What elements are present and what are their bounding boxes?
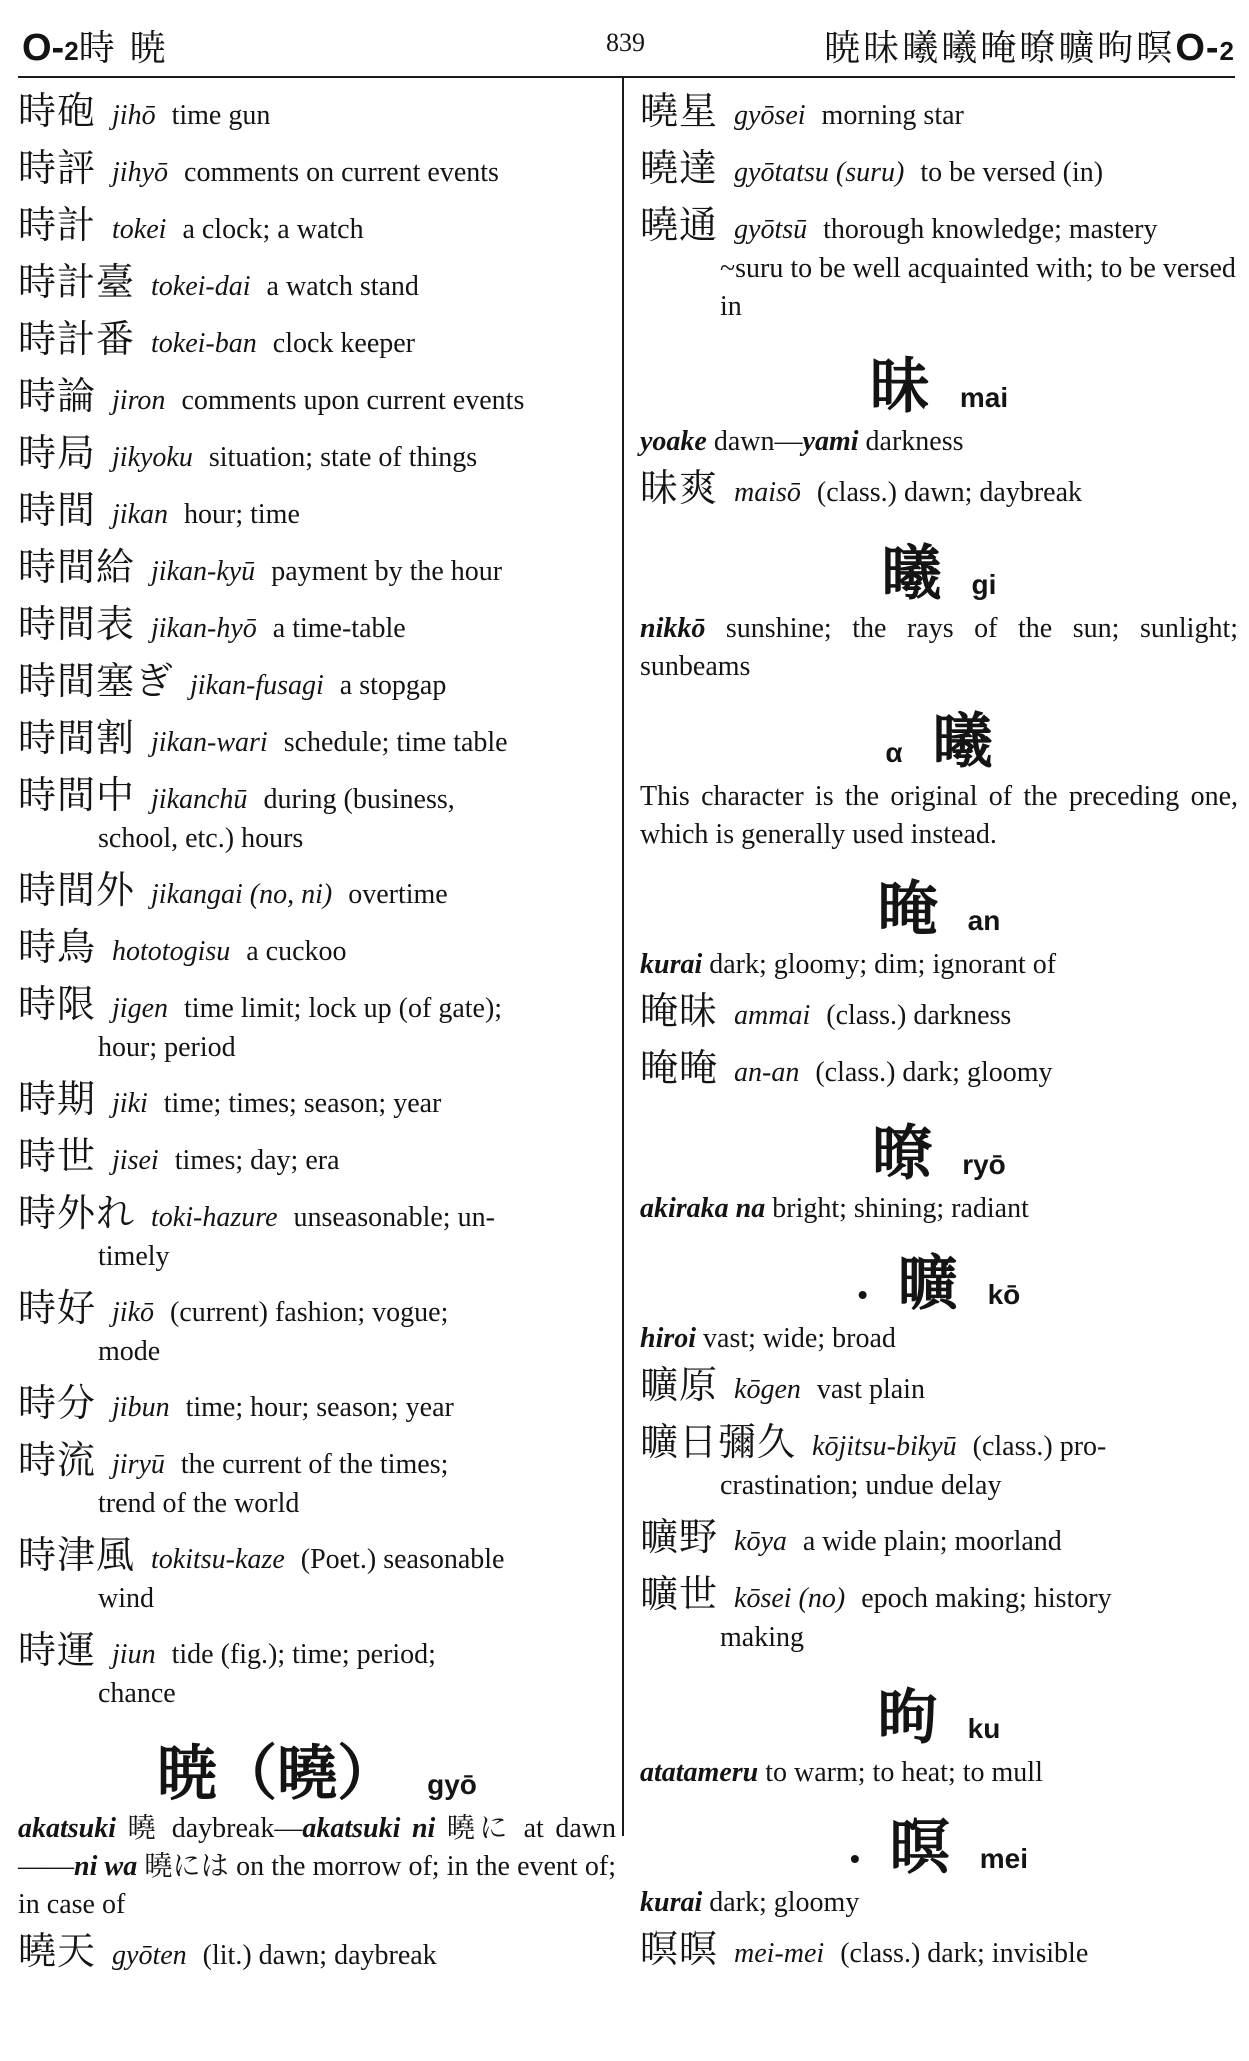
dictionary-entry <box>640 149 1238 193</box>
entry-reading: kōjitsu-bikyū <box>812 1431 957 1462</box>
entry-kanji: 時局 <box>18 433 97 475</box>
entry-kanji: 時間給 <box>18 547 136 589</box>
entry-definition: time; hour; season; year <box>185 1392 454 1423</box>
entry-reading: maisō <box>734 477 801 508</box>
dictionary-entry <box>18 206 616 250</box>
entry-kanji: 曉天 <box>18 1931 97 1973</box>
dictionary-entry <box>640 992 1238 1036</box>
entry-reading: jikō <box>112 1297 155 1328</box>
entry-reading: tokei-ban <box>151 328 257 359</box>
entry-kanji: 時砲 <box>18 91 97 133</box>
entry-reading: jigen <box>112 993 169 1024</box>
headword-definition: atatameru to warm; to heat; to mull <box>640 1757 1043 1788</box>
entry-definition: tide (fig.); time; period; <box>171 1639 436 1670</box>
entry-definition: a time-table <box>272 613 406 644</box>
headword-definition: yoake dawn—yami darkness <box>640 426 964 457</box>
entry-reading: jikyoku <box>112 442 193 473</box>
entry-definition: during (business, <box>263 784 455 815</box>
dictionary-entry <box>18 434 616 478</box>
entry-definition: to be versed (in) <box>920 157 1104 188</box>
entry-definition: (class.) dawn; daybreak <box>816 477 1083 508</box>
entry-kanji: 時論 <box>18 376 97 418</box>
entry-continuation: wind <box>98 1583 154 1614</box>
headword-reading: gyō <box>427 1769 477 1800</box>
entry-definition: schedule; time table <box>283 727 508 758</box>
entry-kanji: 曉達 <box>640 148 719 190</box>
dictionary-entry <box>640 1518 1238 1562</box>
dictionary-entry <box>640 1049 1238 1093</box>
headword-mark: • <box>849 1843 860 1874</box>
dictionary-entry <box>18 1289 616 1371</box>
entry-kanji: 時外れ <box>18 1193 136 1235</box>
dictionary-entry <box>18 1441 616 1523</box>
entry-kanji: 曠原 <box>640 1365 719 1407</box>
dictionary-entry <box>640 206 1238 326</box>
entry-kanji: 暝暝 <box>640 1929 719 1971</box>
headword-reading: mei <box>979 1843 1029 1874</box>
headword-reading: gi <box>971 569 997 600</box>
headword-kanji: 暝 <box>889 1815 950 1881</box>
dictionary-entry <box>18 871 616 915</box>
headword-ryo <box>640 1106 1238 1187</box>
dictionary-entry <box>18 491 616 535</box>
dictionary-entry <box>18 1080 616 1124</box>
dictionary-entry <box>18 377 616 421</box>
header-left-kanji: 時 暁 <box>78 28 169 68</box>
dictionary-entry <box>18 985 616 1067</box>
headword-kanji: 昫 <box>877 1685 938 1751</box>
dictionary-entry <box>640 1930 1238 1974</box>
headword-gi-original <box>640 694 1238 775</box>
entry-definition: payment by the hour <box>271 556 503 587</box>
entry-kanji: 時世 <box>18 1136 97 1178</box>
entry-reading: jikangai (no, ni) <box>151 879 333 910</box>
entry-continuation: mode <box>98 1336 161 1367</box>
dictionary-entry <box>18 662 616 706</box>
entry-kanji: 時計 <box>18 205 97 247</box>
entry-reading: jiki <box>112 1088 148 1119</box>
entry-kanji: 時間 <box>18 490 97 532</box>
dictionary-entry <box>18 320 616 364</box>
dictionary-entry <box>640 1575 1238 1657</box>
entry-definition: time gun <box>171 100 271 131</box>
entry-reading: kōsei (no) <box>734 1583 846 1614</box>
headword-kanji: 曦 <box>881 541 942 607</box>
entry-reading: gyōtatsu (suru) <box>734 157 905 188</box>
entry-definition: a cuckoo <box>246 936 347 967</box>
entry-definition: situation; state of things <box>208 442 478 473</box>
entry-kanji: 曉通 <box>640 205 719 247</box>
entry-definition: hour; time <box>184 499 300 530</box>
entry-kanji: 時評 <box>18 148 97 190</box>
dictionary-entry <box>18 605 616 649</box>
header-right <box>824 20 1235 71</box>
headword-kanji: 曠 <box>897 1251 958 1317</box>
entry-reading: jisei <box>112 1145 159 1176</box>
entry-kanji: 曉星 <box>640 91 719 133</box>
headword-kanji: 暸 <box>872 1121 933 1187</box>
right-entry-list <box>640 92 1238 326</box>
headword-definition: akatsuki 曉 daybreak—akatsuki ni 曉に at dawn——ni wa 曉には on the morrow of; in the event of; in case of <box>18 1813 616 1920</box>
dictionary-entry <box>18 1631 616 1713</box>
entry-reading: jihō <box>112 100 156 131</box>
entry-kanji: 時計番 <box>18 319 136 361</box>
entry-definition: a watch stand <box>266 271 419 302</box>
entry-kanji: 時好 <box>18 1288 97 1330</box>
dictionary-entry <box>640 92 1238 136</box>
headword-kanji: 暁（曉） <box>157 1741 398 1807</box>
entry-continuation: trend of the world <box>98 1488 300 1519</box>
entry-kanji: 曠野 <box>640 1517 719 1559</box>
entry-definition: a wide plain; moorland <box>802 1526 1062 1557</box>
dictionary-entry <box>640 469 1238 513</box>
entry-definition: time limit; lock up (of gate); <box>184 993 503 1024</box>
headword-mai <box>640 339 1238 420</box>
entry-definition: (Poet.) seasonable <box>300 1544 505 1575</box>
entry-reading: jiron <box>112 385 166 416</box>
entry-reading: mei-mei <box>734 1938 825 1969</box>
dictionary-entry <box>18 1137 616 1181</box>
dictionary-entry <box>18 548 616 592</box>
headword-definition: akiraka na bright; shining; radiant <box>640 1193 1029 1224</box>
entry-definition: time; times; season; year <box>163 1088 442 1119</box>
entry-kanji: 時間塞ぎ <box>18 661 175 703</box>
headword-kanji: 曦 <box>932 709 993 775</box>
dictionary-entry <box>18 92 616 136</box>
entry-reading: gyōsei <box>734 100 806 131</box>
entry-definition: the current of the times; <box>180 1449 449 1480</box>
entry-kanji: 時限 <box>18 984 97 1026</box>
headword-definition: kurai dark; gloomy <box>640 1887 860 1918</box>
headword-gyo <box>18 1726 616 1807</box>
headword-reading: ku <box>967 1713 1001 1744</box>
headword-definition: nikkō sunshine; the rays of the sun; sunlight; sunbeams <box>640 613 1238 682</box>
entry-definition: times; day; era <box>174 1145 340 1176</box>
entry-kanji: 時間表 <box>18 604 136 646</box>
dictionary-entry <box>18 1932 616 1976</box>
headword-gi <box>640 526 1238 607</box>
headword-reading: an <box>967 905 1001 936</box>
right-column <box>640 92 1238 1987</box>
entry-kanji: 昧爽 <box>640 468 719 510</box>
headword-ku <box>640 1670 1238 1751</box>
entry-definition: unseasonable; un- <box>293 1202 495 1233</box>
entry-kanji: 時津風 <box>18 1535 136 1577</box>
entry-definition: (class.) dark; invisible <box>840 1938 1089 1969</box>
entry-definition: (class.) pro- <box>972 1431 1107 1462</box>
entry-reading: jiun <box>112 1639 156 1670</box>
entry-definition: (lit.) dawn; daybreak <box>202 1940 437 1971</box>
entry-kanji: 時分 <box>18 1383 97 1425</box>
entry-reading: jikan-wari <box>151 727 268 758</box>
entry-reading: hototogisu <box>112 936 231 967</box>
dictionary-entry <box>18 719 616 763</box>
dictionary-entry <box>18 1384 616 1428</box>
entry-reading: jiryū <box>112 1449 165 1480</box>
entry-continuation: ~suru to be well acquainted with; to be versed in <box>720 253 1236 322</box>
headword-reading: kō <box>987 1279 1021 1310</box>
entry-reading: tokitsu-kaze <box>151 1544 285 1575</box>
entry-kanji: 時鳥 <box>18 927 97 969</box>
entry-definition: vast plain <box>816 1374 925 1405</box>
entry-kanji: 曠世 <box>640 1574 719 1616</box>
entry-reading: ammai <box>734 1000 811 1031</box>
entry-reading: gyōtsū <box>734 214 808 245</box>
dictionary-entry <box>640 1366 1238 1410</box>
left-entry-list <box>18 92 616 1713</box>
entry-definition: (class.) darkness <box>826 1000 1012 1031</box>
page-number: 839 <box>606 28 645 57</box>
entry-kanji: 時間割 <box>18 718 136 760</box>
headword-mark: α <box>885 737 903 768</box>
entry-definition: clock keeper <box>272 328 416 359</box>
entry-reading: jikan <box>112 499 169 530</box>
dictionary-entry <box>640 1423 1238 1505</box>
dictionary-entry <box>18 776 616 858</box>
entry-definition: a clock; a watch <box>182 214 364 245</box>
header-left-code: O-2 <box>22 27 79 69</box>
entry-kanji: 時計臺 <box>18 262 136 304</box>
entry-kanji: 時間中 <box>18 775 136 817</box>
entry-definition: comments upon current events <box>181 385 525 416</box>
dictionary-entry <box>18 928 616 972</box>
page-header <box>18 14 1235 78</box>
headword-definition: kurai dark; gloomy; dim; ignorant of <box>640 949 1057 980</box>
dictionary-entry <box>18 263 616 307</box>
column-divider <box>622 76 624 1836</box>
headword-kanji: 晻 <box>877 877 938 943</box>
left-column <box>18 92 616 1989</box>
headword-reading: mai <box>959 382 1009 413</box>
entry-continuation: school, etc.) hours <box>98 823 304 854</box>
entry-continuation: crastination; undue delay <box>720 1470 1002 1501</box>
entry-reading: jihyō <box>112 157 169 188</box>
entry-kanji: 時間外 <box>18 870 136 912</box>
header-right-kanji: 暁昧曦曦晻暸曠昫暝 <box>824 28 1176 68</box>
entry-definition: a stopgap <box>339 670 447 701</box>
entry-kanji: 晻昧 <box>640 991 719 1033</box>
entry-kanji: 時流 <box>18 1440 97 1482</box>
headword-reading: ryō <box>962 1149 1006 1180</box>
entry-definition: comments on current events <box>184 157 499 188</box>
header-right-code: O-2 <box>1175 27 1235 69</box>
entry-reading: kōgen <box>734 1374 801 1405</box>
headword-note: This character is the original of the preceding one, which is generally used instead. <box>640 781 1238 850</box>
entry-kanji: 曠日彌久 <box>640 1422 797 1464</box>
entry-definition: (class.) dark; gloomy <box>815 1057 1053 1088</box>
entry-continuation: hour; period <box>98 1032 236 1063</box>
headword-kanji: 昧 <box>869 354 930 420</box>
entry-reading: jikan-hyō <box>151 613 257 644</box>
headword-mei <box>640 1800 1238 1881</box>
header-left <box>22 20 169 71</box>
entry-continuation: making <box>720 1622 804 1653</box>
headword-definition: hiroi vast; wide; broad <box>640 1323 896 1354</box>
entry-continuation: chance <box>98 1678 176 1709</box>
entry-reading: gyōten <box>112 1940 187 1971</box>
entry-reading: jibun <box>112 1392 170 1423</box>
entry-continuation: timely <box>98 1241 170 1272</box>
headword-an <box>640 862 1238 943</box>
dictionary-entry <box>18 1536 616 1618</box>
entry-reading: kōya <box>734 1526 787 1557</box>
entry-definition: morning star <box>821 100 964 131</box>
entry-reading: jikanchū <box>151 784 248 815</box>
entry-definition: overtime <box>348 879 448 910</box>
entry-definition: (current) fashion; vogue; <box>170 1297 449 1328</box>
entry-reading: toki-hazure <box>151 1202 278 1233</box>
entry-definition: epoch making; history <box>861 1583 1112 1614</box>
entry-definition: thorough knowledge; mastery <box>823 214 1158 245</box>
ko-entry-list <box>640 1366 1238 1657</box>
entry-kanji: 時運 <box>18 1630 97 1672</box>
dictionary-entry <box>18 149 616 193</box>
headword-ko <box>640 1236 1238 1317</box>
entry-reading: tokei <box>112 214 167 245</box>
dictionary-entry <box>18 1194 616 1276</box>
entry-kanji: 晻晻 <box>640 1048 719 1090</box>
entry-reading: tokei-dai <box>151 271 251 302</box>
entry-reading: jikan-fusagi <box>190 670 324 701</box>
entry-reading: jikan-kyū <box>151 556 256 587</box>
entry-reading: an-an <box>734 1057 800 1088</box>
entry-kanji: 時期 <box>18 1079 97 1121</box>
headword-mark: • <box>857 1279 868 1310</box>
